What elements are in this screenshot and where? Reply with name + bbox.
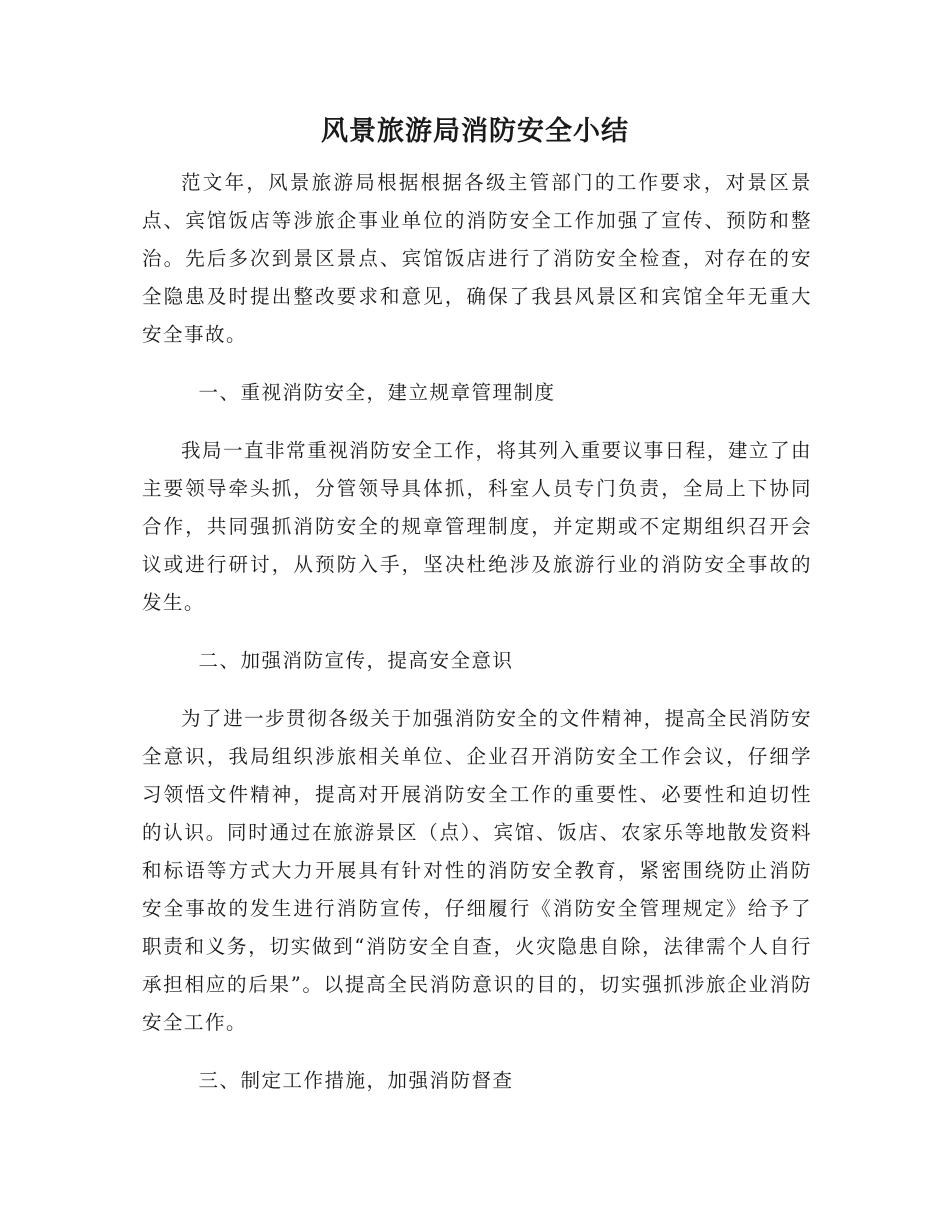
paragraph-section-1: 我局一直非常重视消防安全工作，将其列入重要议事日程，建立了由主要领导牵头抓，分管领导具体抓，科室人员专门负责，全局上下协同合作，共同强抓消防安全的规章管理制度，并定期或不定期组织召开会议或进行研讨，从预防入手，坚决杜绝涉及旅游行业的消防安全事故的发生。 <box>142 439 812 614</box>
section-heading-2: 二、加强消防宣传，提高安全意识 <box>198 649 514 672</box>
section-heading-3: 三、制定工作措施，加强消防督查 <box>198 1069 514 1092</box>
document-body <box>142 164 812 1120</box>
paragraph-section-2: 为了进一步贯彻各级关于加强消防安全的文件精神，提高全民消防安全意识，我局组织涉旅相关单位、企业召开消防安全工作会议，仔细学习领悟文件精神，提高对开展消防安全工作的重要性、必要性和迫切性的认识。同时通过在旅游景区（点）、宾馆、饭店、农家乐等地散发资料和标语等方式大力开展具有针对性的消防安全教育，紧密围绕防止消防安全事故的发生进行消防宣传，仔细履行《消防安全管理规定》给予了职责和义务，切实做到“消防安全自查，火灾隐患自除，法律需个人自行承担相应的后果”。以提高全民消防意识的目的，切实强抓涉旅企业消防安全工作。 <box>142 707 812 1034</box>
paragraph-intro: 范文年，风景旅游局根据根据各级主管部门的工作要求，对景区景点、宾馆饭店等涉旅企事业单位的消防安全工作加强了宣传、预防和整治。先后多次到景区景点、宾馆饭店进行了消防安全检查，对存在的安全隐患及时提出整改要求和意见，确保了我县风景区和宾馆全年无重大安全事故。 <box>142 171 812 346</box>
section-heading-1: 一、重视消防安全，建立规章管理制度 <box>198 381 556 404</box>
document-title: 风景旅游局消防安全小结 <box>321 116 629 147</box>
